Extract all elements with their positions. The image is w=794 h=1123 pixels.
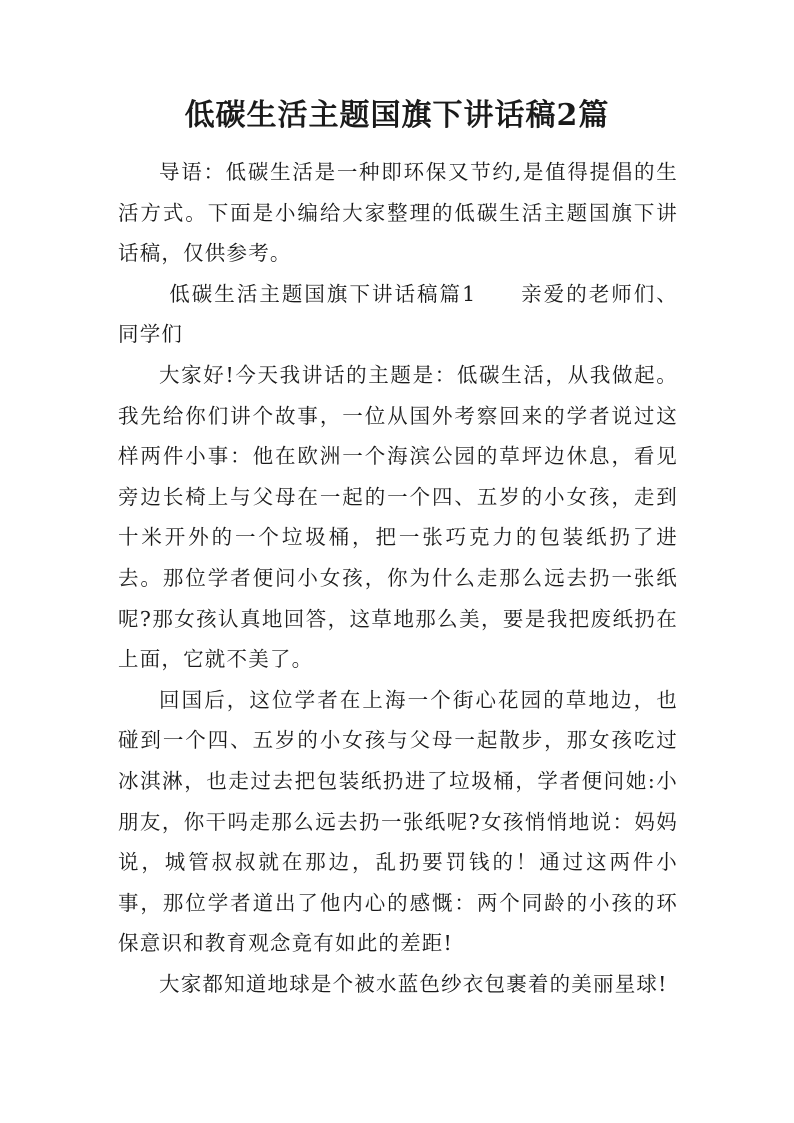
body-paragraph: 大家好!今天我讲话的主题是：低碳生活，从我做起。我先给你们讲个故事，一位从国外考察回来的学者说过这样两件小事：他在欧洲一个海滨公园的草坪边休息，看见旁边长椅上与父母在一起的一个四、五岁的小女孩，走到十米开外的一个垃圾桶，把一张巧克力的包装纸扔了进去。那位学者便问小女孩，你为什么走那么远去扔一张纸呢?那女孩认真地回答，这草地那么美，要是我把废纸扔在上面，它就不美了。 xyxy=(118,362,678,672)
salutation: 亲爱的老师们、同学们 xyxy=(118,281,679,347)
document-title: 低碳生活主题国旗下讲话稿2篇 xyxy=(184,98,610,133)
body-paragraph: 回国后，这位学者在上海一个街心花园的草地边，也碰到一个四、五岁的小女孩与父母一起散步，那女孩吃过冰淇淋，也走过去把包装纸扔进了垃圾桶，学者便问她:小朋友，你干吗走那么远去扔一张纸呢?女孩悄悄地说：妈妈说，城管叔叔就在那边，乱扔要罚钱的！通过这两件小事，那位学者道出了他内心的感慨：两个同龄的小孩的环保意识和教育观念竟有如此的差距! xyxy=(118,687,678,956)
section-heading-line xyxy=(118,274,678,355)
document-body xyxy=(118,152,678,1004)
body-paragraph: 大家都知道地球是个被水蓝色纱衣包裹着的美丽星球! xyxy=(159,971,668,996)
intro-paragraph: 导语：低碳生活是一种即环保又节约,是值得提倡的生活方式。下面是小编给大家整理的低碳生活主题国旗下讲话稿，仅供参考。 xyxy=(118,160,678,266)
section-heading: 低碳生活主题国旗下讲话稿篇1 xyxy=(169,281,477,306)
